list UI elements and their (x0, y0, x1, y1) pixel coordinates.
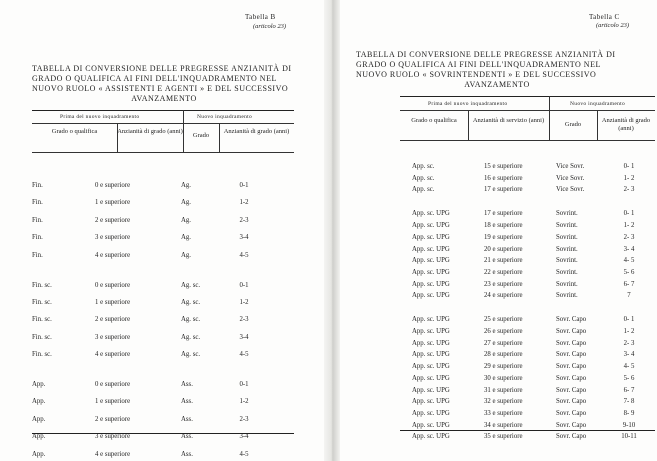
anzianita-grado-cell: 7 (627, 292, 631, 300)
anzianita-grado-cell: 4-5 (239, 251, 249, 259)
anzianita-grado-cell: 0- 1 (623, 163, 635, 170)
nuovo-grado-cell: Ag. (181, 182, 192, 189)
anzianita-cell: 20 e superiore (484, 245, 523, 253)
anzianita-grado-cell: 1-2 (239, 298, 249, 306)
nuovo-grado-cell: Sovrint. (556, 257, 578, 265)
anzianita-cell: 17 e superiore (484, 210, 523, 218)
anzianita-grado-cell: 3-4 (239, 234, 249, 242)
anzianita-cell: 1 e superiore (95, 298, 131, 306)
table-tag: Tabella C (589, 13, 620, 21)
nuovo-grado-cell: Sovr. Capo (556, 339, 587, 347)
page-tabella-b (0, 0, 324, 461)
nuovo-grado-cell: Sovr. Capo (556, 374, 587, 382)
grado-qualifica-cell: Fin. (32, 251, 43, 259)
anzianita-cell: 2 e superiore (95, 316, 131, 324)
anzianita-cell: 0 e superiore (95, 381, 131, 388)
anzianita-cell: 23 e superiore (484, 280, 523, 288)
anzianita-grado-cell: 4-5 (239, 450, 249, 458)
anzianita-cell: 2 e superiore (95, 216, 131, 224)
anzianita-grado-cell: 2- 3 (623, 186, 635, 194)
book-spine (324, 0, 340, 461)
table-top-rule (400, 96, 655, 97)
grado-qualifica-cell: App. sc. UPG (412, 421, 450, 429)
anzianita-grado-cell: 5- 6 (623, 268, 635, 276)
anzianita-cell: 4 e superiore (95, 450, 131, 458)
grado-qualifica-cell: App. sc. UPG (412, 351, 450, 359)
table-title: TABELLA DI CONVERSIONE DELLE PREGRESSE ANZIANITÀ DI GRADO O QUALIFICA AI FINI DELL'INQUADRAMENTO NEL NUOVO RUOLO « SOVRINTENDENTI » E DEL SUCCESSIVO AVANZAMENTO (356, 50, 616, 89)
grado-qualifica-cell: Fin. (32, 216, 43, 224)
grado-qualifica-cell: App. sc. UPG (412, 210, 450, 218)
nuovo-grado-cell: Sovrint. (556, 280, 578, 288)
grado-qualifica-cell: App. sc. UPG (412, 339, 450, 347)
anzianita-grado-cell: 0-1 (239, 381, 249, 388)
anzianita-grado-cell: 3-4 (239, 333, 249, 341)
table-top-rule (32, 110, 294, 111)
nuovo-grado-cell: Ass. (181, 381, 193, 388)
grado-qualifica-cell: Fin. sc. (32, 351, 52, 359)
anzianita-grado-cell: 0- 1 (623, 316, 635, 324)
anzianita-grado-cell: 3- 4 (623, 245, 635, 253)
nuovo-grado-cell: Sovr. Capo (556, 351, 587, 359)
nuovo-grado-cell: Sovrint. (556, 268, 578, 276)
anzianita-cell: 17 e superiore (484, 186, 523, 194)
grado-qualifica-cell: App. sc. UPG (412, 328, 450, 335)
anzianita-grado-cell: 6- 7 (623, 386, 635, 394)
nuovo-grado-cell: Sovr. Capo (556, 363, 587, 371)
nuovo-grado-cell: Sovr. Capo (556, 328, 587, 335)
grado-qualifica-cell: App. sc. UPG (412, 409, 450, 417)
nuovo-grado-cell: Sovr. Capo (556, 421, 587, 429)
anzianita-grado-cell: 7- 8 (623, 398, 635, 406)
anzianita-cell: 31 e superiore (484, 386, 523, 394)
col-header-anzianita-grado: Anzianità di grado (anni) (601, 117, 651, 132)
nuovo-grado-cell: Sovr. Capo (556, 433, 587, 441)
grado-qualifica-cell: Fin. sc. (32, 333, 52, 341)
nuovo-grado-cell: Ass. (181, 433, 193, 441)
anzianita-cell: 3 e superiore (95, 234, 131, 242)
grado-qualifica-cell: App. sc. UPG (412, 374, 450, 382)
nuovo-grado-cell: Vice Sovr. (556, 163, 585, 170)
anzianita-grado-cell: 3- 4 (623, 351, 635, 359)
grado-qualifica-cell: App. sc. UPG (412, 245, 450, 253)
nuovo-grado-cell: Ag. sc. (181, 351, 201, 359)
nuovo-grado-cell: Ag. (181, 234, 192, 242)
grado-qualifica-cell: App. (32, 398, 46, 406)
nuovo-grado-cell: Sovrint. (556, 233, 578, 241)
anzianita-grado-cell: 0-1 (239, 182, 249, 189)
col-header-grado-qualifica: Grado o qualifica (411, 117, 457, 124)
anzianita-grado-cell: 2-3 (239, 415, 249, 423)
col-header-anzianita-grado: Anzianità di grado (anni) (223, 128, 290, 135)
grado-qualifica-cell: App. sc. UPG (412, 316, 450, 324)
anzianita-grado-cell: 1- 2 (623, 222, 635, 230)
anzianita-grado-cell: 6- 7 (623, 280, 635, 288)
nuovo-grado-cell: Ag. sc. (181, 298, 201, 306)
anzianita-grado-cell: 2-3 (239, 316, 249, 324)
anzianita-grado-cell: 4- 5 (623, 363, 635, 371)
col-header-grado: Grado (564, 121, 582, 128)
nuovo-grado-cell: Sovr. Capo (556, 316, 587, 324)
anzianita-grado-cell: 0-1 (239, 281, 249, 289)
anzianita-cell: 4 e superiore (95, 251, 131, 259)
table-bottom-rule (400, 430, 655, 431)
grado-qualifica-cell: App. sc. UPG (412, 398, 450, 406)
nuovo-grado-cell: Sovrint. (556, 210, 578, 218)
anzianita-grado-cell: 4-5 (239, 351, 249, 359)
group-header-before: Prima del nuovo inquadramento (428, 101, 508, 107)
table-article-ref: (articolo 23) (253, 23, 287, 30)
anzianita-cell: 19 e superiore (484, 233, 523, 241)
nuovo-grado-cell: Sovr. Capo (556, 398, 587, 406)
anzianita-cell: 15 e superiore (484, 163, 523, 170)
anzianita-cell: 32 e superiore (484, 398, 523, 406)
grado-qualifica-cell: Fin. sc. (32, 281, 52, 289)
nuovo-grado-cell: Ag. sc. (181, 316, 201, 324)
group-header-before: Prima del nuovo inquadramento (60, 114, 140, 120)
anzianita-grado-cell: 3-4 (239, 433, 249, 441)
grado-qualifica-cell: App. sc. UPG (412, 363, 450, 371)
grado-qualifica-cell: Fin. (32, 199, 43, 207)
anzianita-cell: 18 e superiore (484, 222, 523, 230)
anzianita-cell: 22 e superiore (484, 268, 523, 276)
col-header-grado: Grado (192, 132, 210, 139)
nuovo-grado-cell: Sovrint. (556, 292, 578, 300)
nuovo-grado-cell: Ag. sc. (181, 281, 201, 289)
nuovo-grado-cell: Vice Sovr. (556, 186, 585, 194)
grado-qualifica-cell: Fin. (32, 234, 43, 242)
grado-qualifica-cell: App. sc. UPG (412, 257, 450, 265)
anzianita-cell: 1 e superiore (95, 398, 131, 406)
anzianita-cell: 0 e superiore (95, 182, 131, 189)
table-article-ref: (articolo 23) (596, 22, 630, 29)
grado-qualifica-cell: App. sc. UPG (412, 292, 450, 300)
nuovo-grado-cell: Sovrint. (556, 245, 578, 253)
nuovo-grado-cell: Vice Sovr. (556, 174, 585, 182)
group-header-after: Nuovo inquadramento (570, 101, 626, 107)
anzianita-cell: 27 e superiore (484, 339, 523, 347)
anzianita-cell: 28 e superiore (484, 351, 523, 359)
nuovo-grado-cell: Ag. (181, 216, 192, 224)
grado-qualifica-cell: App. sc. UPG (412, 280, 450, 288)
anzianita-cell: 21 e superiore (484, 257, 523, 265)
nuovo-grado-cell: Sovrint. (556, 222, 578, 230)
grado-qualifica-cell: App. sc. UPG (412, 433, 450, 441)
nuovo-grado-cell: Ag. (181, 199, 192, 207)
col-header-anzianita: Anzianità di grado (anni) (117, 128, 183, 135)
grado-qualifica-cell: App. (32, 415, 46, 423)
col-header-grado-qualifica: Grado o qualifica (51, 128, 98, 135)
anzianita-cell: 33 e superiore (484, 409, 523, 417)
anzianita-grado-cell: 2-3 (239, 216, 249, 224)
anzianita-cell: 16 e superiore (484, 174, 523, 182)
anzianita-cell: 34 e superiore (484, 421, 523, 429)
anzianita-cell: 30 e superiore (484, 374, 523, 382)
nuovo-grado-cell: Ag. (181, 251, 192, 259)
grado-qualifica-cell: App. (32, 433, 46, 441)
anzianita-grado-cell: 2- 3 (623, 339, 635, 347)
table-tag: Tabella B (245, 13, 276, 21)
anzianita-grado-cell: 9-10 (622, 421, 636, 429)
anzianita-grado-cell: 4- 5 (623, 257, 635, 265)
nuovo-grado-cell: Ag. sc. (181, 333, 201, 341)
anzianita-grado-cell: 2- 3 (623, 233, 635, 241)
grado-qualifica-cell: App. sc. UPG (412, 268, 450, 276)
anzianita-grado-cell: 1-2 (239, 398, 249, 406)
anzianita-cell: 35 e superiore (484, 433, 523, 441)
grado-qualifica-cell: App. (32, 381, 46, 388)
anzianita-cell: 4 e superiore (95, 351, 131, 359)
grado-qualifica-cell: App. sc. (412, 163, 435, 170)
anzianita-grado-cell: 5- 6 (623, 374, 635, 382)
anzianita-cell: 25 e superiore (484, 316, 523, 324)
grado-qualifica-cell: App. sc. (412, 186, 435, 194)
nuovo-grado-cell: Ass. (181, 415, 193, 423)
grado-qualifica-cell: App. sc. UPG (412, 233, 450, 241)
nuovo-grado-cell: Ass. (181, 450, 193, 458)
anzianita-grado-cell: 0- 1 (623, 210, 635, 218)
nuovo-grado-cell: Sovr. Capo (556, 409, 587, 417)
table-title: TABELLA DI CONVERSIONE DELLE PREGRESSE ANZIANITÀ DI GRADO O QUALIFICA AI FINI DELL'INQUADRAMENTO NEL NUOVO RUOLO « ASSISTENTI E AGENTI » E DEL SUCCESSIVO AVANZAMENTO (32, 64, 292, 103)
nuovo-grado-cell: Ass. (181, 398, 193, 406)
grado-qualifica-cell: Fin. (32, 182, 43, 189)
table-bottom-rule (32, 433, 294, 434)
grado-qualifica-cell: App. (32, 450, 46, 458)
page-tabella-c (340, 0, 657, 461)
anzianita-cell: 24 e superiore (484, 292, 523, 300)
anzianita-grado-cell: 1-2 (239, 199, 249, 207)
anzianita-cell: 29 e superiore (484, 363, 523, 371)
anzianita-cell: 2 e superiore (95, 415, 131, 423)
anzianita-cell: 1 e superiore (95, 199, 131, 207)
anzianita-grado-cell: 1- 2 (623, 174, 635, 182)
col-header-anzianita-servizio: Anzianità di servizio (anni) (472, 117, 545, 124)
grado-qualifica-cell: Fin. sc. (32, 316, 52, 324)
grado-qualifica-cell: App. sc. UPG (412, 386, 450, 394)
anzianita-cell: 26 e superiore (484, 328, 523, 335)
anzianita-cell: 0 e superiore (95, 281, 131, 289)
grado-qualifica-cell: Fin. sc. (32, 298, 52, 306)
grado-qualifica-cell: App. sc. UPG (412, 222, 450, 230)
anzianita-grado-cell: 10-11 (621, 433, 637, 441)
nuovo-grado-cell: Sovr. Capo (556, 386, 587, 394)
anzianita-cell: 3 e superiore (95, 433, 131, 441)
group-header-after: Nuovo inquadramento (197, 114, 253, 120)
anzianita-grado-cell: 1- 2 (623, 328, 635, 335)
grado-qualifica-cell: App. sc. (412, 174, 435, 182)
anzianita-cell: 3 e superiore (95, 333, 131, 341)
anzianita-grado-cell: 8- 9 (623, 409, 635, 417)
